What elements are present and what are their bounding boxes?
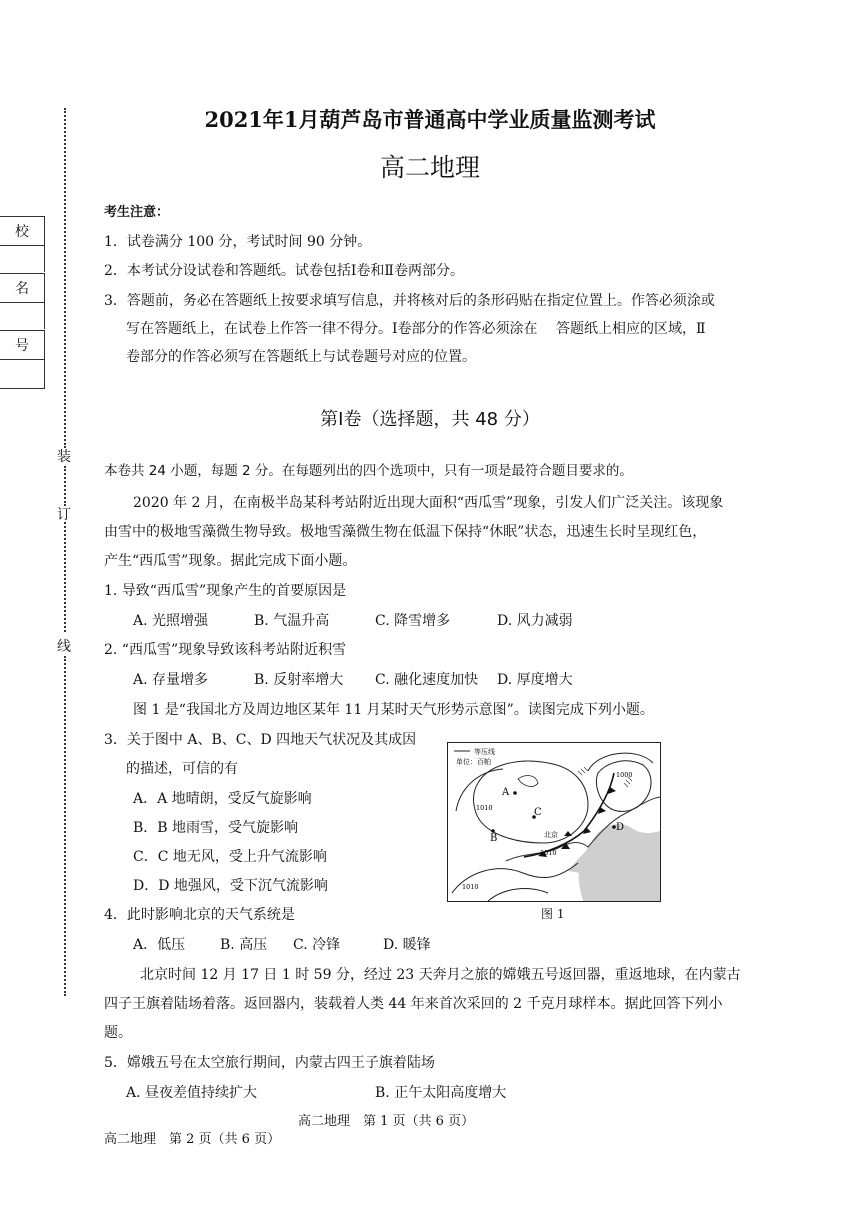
q3-option-d: D．D 地强风，受下沉气流影响 [133,878,328,894]
subject-title: 高二地理 [379,153,480,182]
name-field-blank [0,303,45,329]
q4-option-c: C. 冷锋 [293,937,341,953]
section-title: 第Ⅰ卷（选择题，共 48 分） [320,409,540,430]
point-d-label: D [616,822,625,833]
passage-line: 题。 [104,1025,132,1041]
q2-option-c: C. 融化速度加快 [375,672,479,688]
beijing-marker [564,831,572,836]
binding-mark-xian: 线 [57,639,71,655]
isobar-value: 1010 [540,849,557,857]
weather-map-figure [447,742,661,902]
notice-item: 写在答题纸上，在试卷上作答一律不得分。Ⅰ卷部分的作答必须涂在 答题纸上相应的区域，Ⅱ [126,321,706,337]
legend-isobar-label: 等压线 [474,748,495,756]
exam-title: 2021年1月葫芦岛市普通高中学业质量监测考试 [204,107,656,132]
isobar-value: 1010 [476,804,493,812]
question-3-stem: 的描述，可信的有 [126,761,238,777]
point-b-label: B [490,833,498,844]
passage-line: 产生“西瓜雪”现象。据此完成下面小题。 [104,553,357,569]
q1-option-b: B. 气温升高 [254,613,330,629]
q4-option-a: A．低压 [133,937,186,953]
passage-line: 由雪中的极地雪藻微生物导致。极地雪藻微生物在低温下保持“休眠”状态，迅速生长时呈现红色， [104,524,707,540]
binding-dotted-line [64,656,66,996]
passage-line: 2020 年 2 月，在南极半岛某科考站附近出现大面积“西瓜雪”现象，引发人们广泛关注。该现象 [133,495,724,511]
q5-option-b: B. 正午太阳高度增大 [375,1085,507,1101]
notice-item: 卷部分的作答必须写在答题纸上与试卷题号对应的位置。 [126,349,476,365]
passage-line: 四子王旗着陆场着落。返回器内，装载着人类 44 年来首次采回的 2 千克月球样本。据此回答下列小 [104,996,723,1012]
isobar [588,753,653,771]
number-field-label: 号 [0,330,45,360]
notice-heading: 考生注意： [104,205,170,220]
notice-item: 1．试卷满分 100 分，考试时间 90 分钟。 [104,234,372,250]
page-footer: 高二地理 第 2 页（共 6 页） [104,1132,281,1147]
q2-option-a: A. 存量增多 [133,672,209,688]
section-instruction: 本卷共 24 小题，每题 2 分。在每题列出的四个选项中，只有一项是最符合题目要求的。 [104,463,633,479]
question-1-stem: 1. 导致“西瓜雪”现象产生的首要原因是 [104,583,347,599]
q2-option-d: D. 厚度增大 [497,672,573,688]
passage-line: 北京时间 12 月 17 日 1 时 59 分，经过 23 天奔月之旅的嫦娥五号返回器，重返地球，在内蒙古 [140,967,741,983]
question-2-stem: 2. “西瓜雪”现象导致该科考站附近积雪 [104,642,347,658]
school-field-blank [0,246,45,272]
binding-mark-zhuang: 装 [57,449,71,465]
figure-caption: 图 1 [541,907,565,921]
q5-option-a: A. 昼夜差值持续扩大 [126,1085,258,1101]
beijing-label: 北京 [544,831,558,839]
binding-dotted-line [64,466,66,506]
q1-option-a: A. 光照增强 [133,613,209,629]
hatch-marks [578,767,588,775]
binding-dotted-line [64,522,66,632]
isobar [474,761,588,843]
question-5-stem: 5．嫦娥五号在太空旅行期间，内蒙古四王子旗着陆场 [104,1055,435,1071]
isobar-value: 1010 [462,883,479,891]
notice-item: 3．答题前，务必在答题纸上按要求填写信息，并将核对后的条形码贴在指定位置上。作答必须涂或 [104,293,715,309]
page-footer: 高二地理 第 1 页（共 6 页） [298,1114,475,1129]
isobar [488,889,548,901]
sea-area [579,824,660,901]
point-c-label: C [534,807,542,818]
notice-item: 2．本考试分设试卷和答题纸。试卷包括Ⅰ卷和Ⅱ卷两部分。 [104,263,464,279]
number-field-blank [0,360,45,389]
q2-option-b: B. 反射率增大 [254,672,344,688]
weather-map [448,743,660,901]
q4-option-b: B. 高压 [220,937,268,953]
q4-option-d: D. 暖锋 [383,937,431,953]
school-field-label: 校 [0,216,45,246]
question-3-stem: 3．关于图中 A、B、C、D 四地天气状况及其成因 [104,732,417,748]
point-a-label: A [502,787,510,798]
q3-option-a: A．A 地晴朗，受反气旋影响 [133,791,312,807]
q3-option-c: C．C 地无风，受上升气流影响 [133,849,327,865]
isobar-value: 1000 [616,771,633,779]
q1-option-c: C. 降雪增多 [375,613,451,629]
name-field-label: 名 [0,273,45,303]
point-a-marker [513,791,517,795]
question-4-stem: 4．此时影响北京的天气系统是 [104,907,295,923]
passage-line: 图 1 是“我国北方及周边地区某年 11 月某时天气形势示意图”。读图完成下列小题。 [133,702,654,718]
q3-option-b: B．B 地雨雪，受气旋影响 [133,820,299,836]
legend-unit-label: 单位：百帕 [456,758,491,766]
q1-option-d: D. 风力减弱 [497,613,573,629]
lake [518,776,538,787]
binding-mark-ding: 订 [57,507,71,523]
